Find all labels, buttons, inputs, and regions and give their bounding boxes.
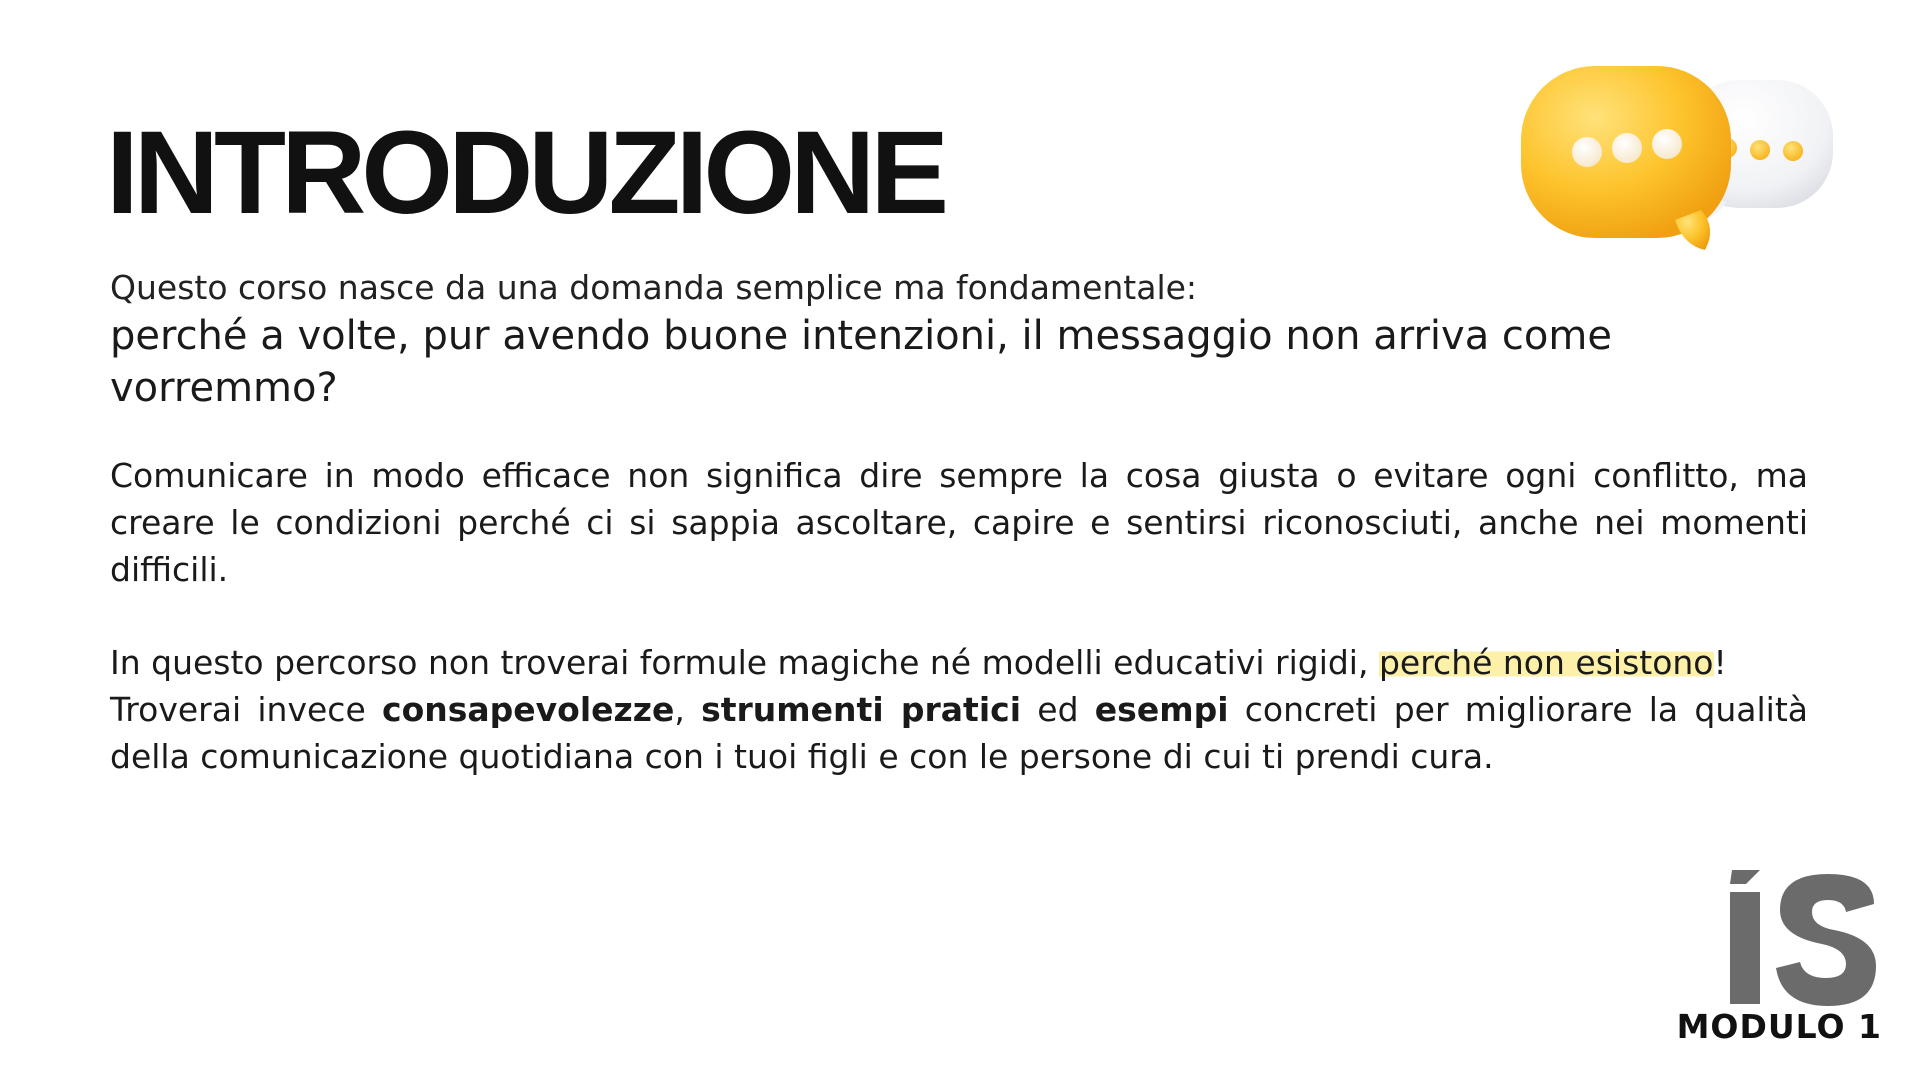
module-label: MODULO 1 [1676,1007,1882,1046]
content-body [110,266,1808,780]
is-logo [1724,870,1884,1010]
paragraph-communication: Comunicare in modo efficace non significa dire sempre la cosa giusta o evitare ogni conflitto, ma creare le condizioni perché ci si sappia ascoltare, capire e sentirsi riconosciuti, anche nei momenti difficili. [110,456,1808,589]
paragraph-no-formulas-text: In questo percorso non troverai formule magiche né modelli educativi rigidi, [110,643,1379,682]
bold-examples: esempi [1094,690,1229,729]
bold-practical-tools: strumenti pratici [701,690,1022,729]
paragraph-tools [110,686,1808,780]
paragraph-tools-text-4: concreti per migliorare la qualità della comunicazione quotidiana con i tuoi figli e con le persone di cui ti prendi cura. [110,690,1808,776]
speech-bubbles-icon [1505,60,1850,255]
paragraph-tools-text-1: Troverai invece [110,690,383,729]
intro-line: Questo corso nasce da una domanda semplice ma fondamentale: [110,268,1198,307]
bold-awareness: consapevolezze [382,690,675,729]
paragraph-tools-text-2: , [674,690,702,729]
highlighted-phrase: perché non esistono [1378,643,1714,682]
paragraph-tools-text-3: ed [1021,690,1095,729]
page-title: INTRODUZIONE [106,107,945,239]
exclamation: ! [1713,643,1727,682]
paragraph-no-formulas [110,639,1808,686]
question-line: perché a volte, pur avendo buone intenzioni, il messaggio non arriva come vorremmo? [110,313,1612,411]
